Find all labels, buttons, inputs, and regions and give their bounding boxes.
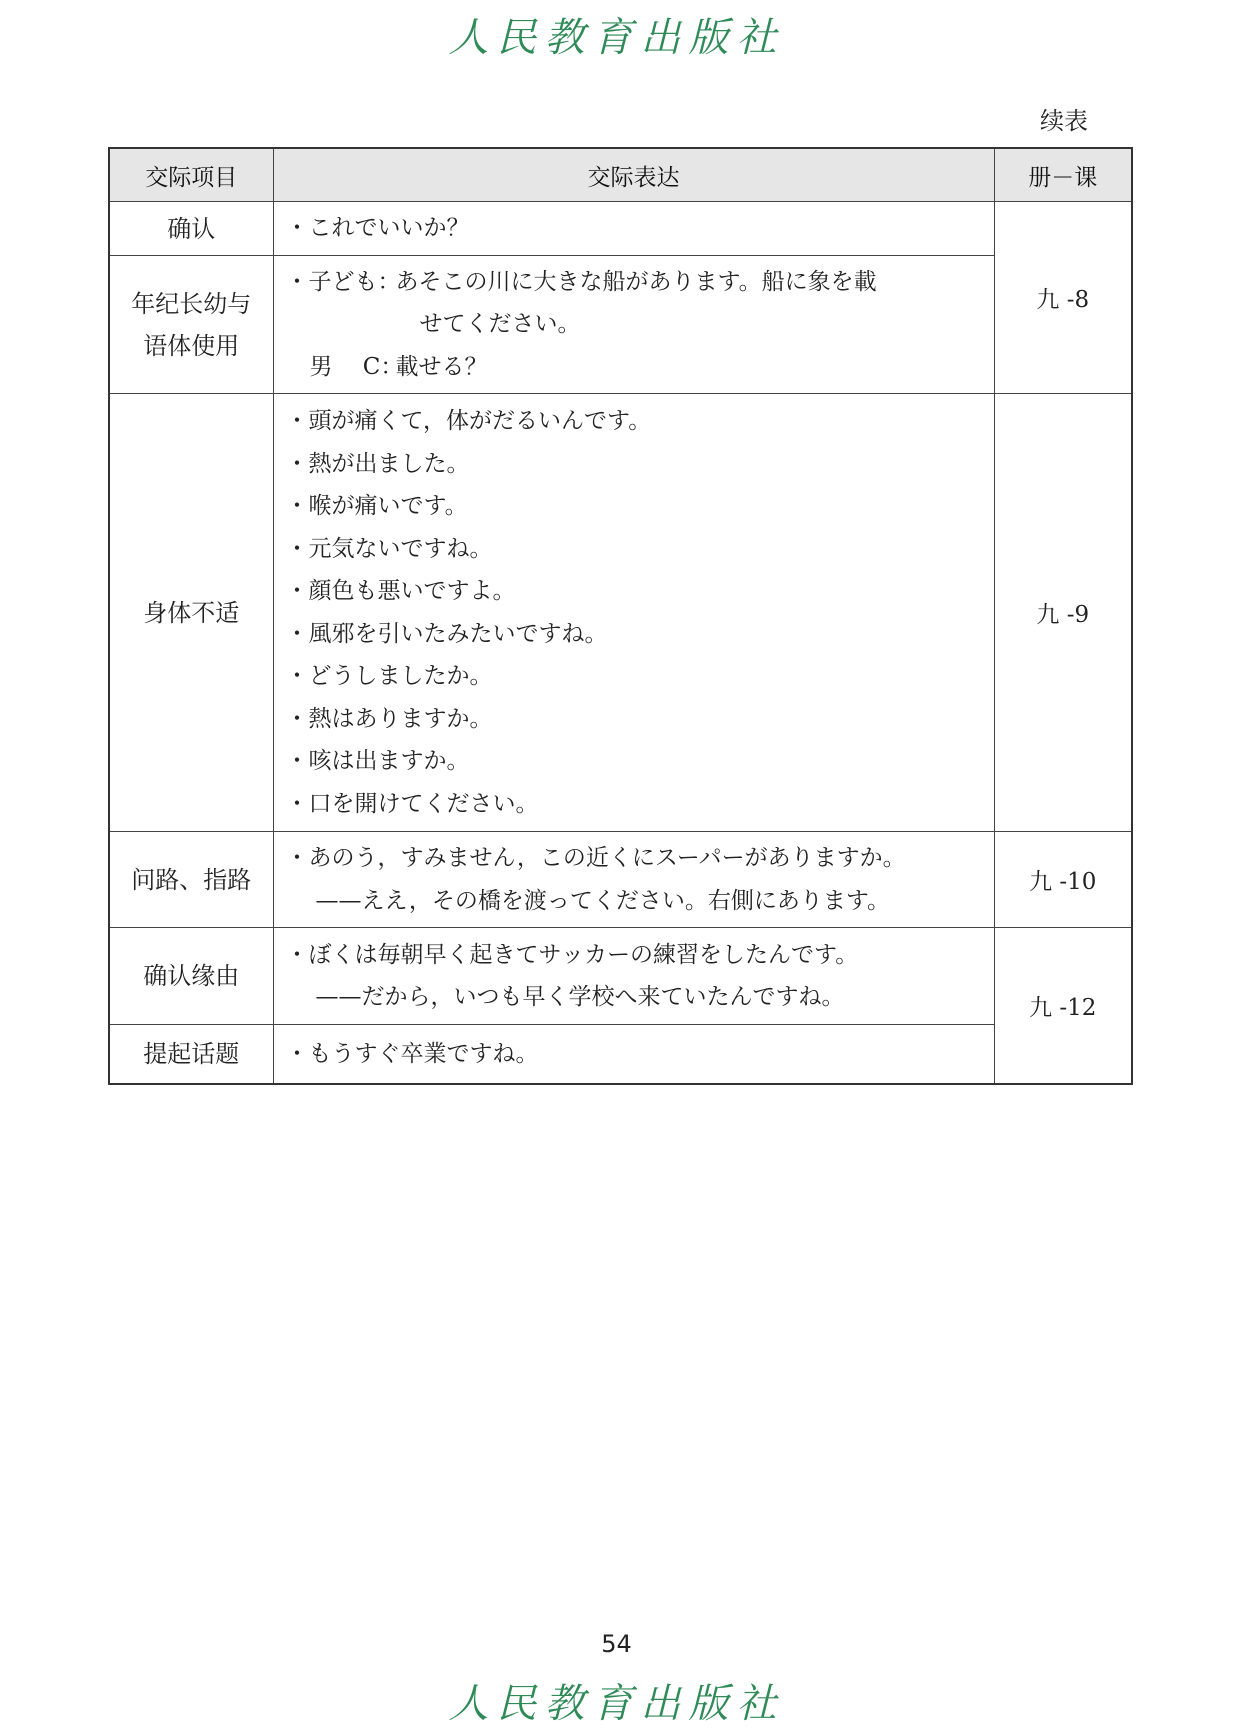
expression-cell [273, 202, 994, 256]
expression-line: ・喉が痛いです。 [285, 493, 468, 519]
communication-table [108, 147, 1133, 1085]
dialog-text: 載せる？ [395, 353, 488, 380]
lesson-cell: 九 -9 [994, 394, 1132, 832]
speaker-label: 男 C： [309, 353, 404, 380]
table-row [109, 394, 1132, 832]
table-row [109, 832, 1132, 928]
table-header-row [109, 148, 1132, 202]
lesson-cell: 九 -10 [994, 832, 1132, 928]
expression-line: ・熱はありますか。 [285, 705, 493, 732]
expression-line: ・顔色も悪いですよ。 [285, 578, 516, 604]
topic-line: 语体使用 [143, 331, 240, 360]
expression-line: ・これでいいか？ [285, 215, 470, 242]
dialog-line [286, 261, 984, 304]
expression-cell [273, 832, 994, 928]
expression-cell [273, 1025, 994, 1084]
dialog-text: あそこの川に大きな船があります。船に象を載 [395, 268, 877, 295]
header-expression: 交际表达 [273, 148, 994, 202]
table-row [109, 202, 1132, 256]
expression-line: ・もうすぐ卒業ですね。 [285, 1040, 539, 1067]
expression-line: ——ええ，その橋を渡ってください。右側にあります。 [315, 887, 891, 914]
header-lesson: 册－课 [994, 148, 1132, 202]
publisher-logo-bottom: 人民教育出版社 [448, 1681, 785, 1727]
expression-cell [273, 256, 994, 394]
expression-line: ——だから，いつも早く学校へ来ていたんですね。 [315, 984, 845, 1010]
table-row [109, 928, 1132, 1025]
table-row [109, 1025, 1132, 1084]
expression-line: ・熱が出ました。 [285, 450, 470, 477]
dialog-line [286, 346, 984, 389]
dialog-text: せてください。 [419, 311, 581, 338]
topic-cell: 身体不适 [109, 394, 273, 832]
expression-line: ・元気ないですね。 [285, 535, 493, 562]
expression-line: ・ぼくは毎朝早く起きてサッカーの練習をしたんです。 [285, 941, 859, 968]
expression-line: ・口を開けてください。 [285, 790, 539, 817]
lesson-cell: 九 -12 [994, 928, 1132, 1084]
topic-line: 年纪长幼与 [131, 289, 252, 318]
page-number: 54 [601, 1630, 632, 1658]
topic-cell: 确认缘由 [109, 928, 273, 1025]
topic-cell: 问路、指路 [109, 832, 273, 928]
expression-line: ・どうしましたか。 [285, 663, 493, 689]
expression-cell [273, 394, 994, 832]
topic-cell: 确认 [109, 202, 273, 256]
expression-line: ・風邪を引いたみたいですね。 [285, 620, 608, 647]
publisher-logo-top: 人民教育出版社 [448, 15, 785, 61]
speaker-label: ・子ども： [285, 268, 401, 295]
continued-label: 续表 [1040, 107, 1088, 135]
expression-cell [273, 928, 994, 1025]
header-topic: 交际项目 [109, 148, 273, 202]
expression-line: ・咳は出ますか。 [285, 748, 470, 774]
topic-cell: 提起话题 [109, 1025, 273, 1084]
expression-line: ・あのう，すみません，この近くにスーパーがありますか。 [285, 845, 906, 871]
lesson-cell: 九 -8 [994, 202, 1132, 394]
table-row [109, 256, 1132, 394]
topic-cell [109, 256, 273, 394]
expression-line: ・頭が痛くて，体がだるいんです。 [285, 408, 652, 434]
